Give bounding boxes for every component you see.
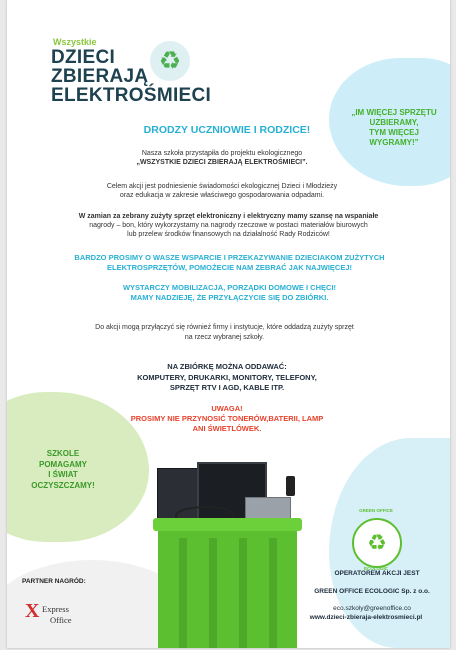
logo-line-1: DZIECI	[51, 47, 116, 68]
logo-line-2: ZBIERAJĄ	[51, 66, 149, 87]
recycle-icon: ♻	[150, 41, 190, 81]
reward-paragraph: W zamian za zebrany zużyty sprzęt elektroniczny i elektryczny mamy szansę na wspaniałe nagrody – bon, który wykorzystamy na nagrody rzeczowe w postaci materiałów biurowych lub przelew środków finansowych na działalność Rady Rodziców!	[78, 213, 379, 238]
operator-website: www.dzieci-zbieraja-elektrosmieci.pl	[309, 614, 423, 621]
express-x-icon: X	[25, 600, 40, 622]
goal-paragraph: Celem akcji jest podniesienie świadomości ekologicznej Dzieci i Młodzieży oraz edukacja w zakresie właściwego gospodarowania odpadami.	[106, 183, 338, 199]
operator-company: GREEN OFFICE ECOLOGIC Sp. z o.o.	[314, 588, 430, 595]
express-office-logo: X Express Office	[25, 600, 72, 625]
operator-label: OPERATOREM AKCJI JEST	[334, 570, 420, 577]
partner-label: PARTNER NAGRÓD:	[22, 578, 86, 585]
phone-image	[286, 476, 295, 496]
bin-stripe	[239, 538, 247, 648]
logo-line-3: ELEKTROŚMIECI	[51, 85, 212, 106]
logo-prefix: Wszystkie	[53, 37, 97, 47]
poster-page	[7, 0, 450, 648]
accepted-items: NA ZBIÓRKĘ MOŻNA ODDAWAĆ: KOMPUTERY, DRUKARKI, MONITORY, TELEFONY, SPRZĘT RTV I AGD, KABLE ITP.	[137, 362, 317, 392]
slogan-bubble-top-right: „IM WIĘCEJ SPRZĘTU UZBIERAMY, TYM WIĘCEJ WYGRAMY!”	[351, 108, 437, 147]
bin-stripe	[179, 538, 187, 648]
warning-notice: UWAGA! PROSIMY NIE PRZYNOSIĆ TONERÓW,BATERII, LAMP ANI ŚWIETLÓWEK.	[130, 404, 324, 433]
slogan-bubble-bottom-left: SZKOLE POMAGAMY I ŚWIAT OCZYSZCZAMY!	[31, 449, 95, 490]
green-office-badge-bottom: ECOLOGIC	[363, 566, 388, 571]
recycling-bin-rim	[153, 518, 302, 531]
recycle-badge-icon: ♻	[352, 518, 402, 568]
companies-paragraph: Do akcji mogą przyłączyć się również firmy i instytucje, które oddadzą zużyty sprzęt na rzecz wybranej szkoły.	[95, 324, 354, 341]
mobilization-text: WYSTARCZY MOBILIZACJA, PORZĄDKI DOMOWE I CHĘCI! MAMY NADZIEJĘ, ŻE PRZYŁĄCZYCIE SIĘ DO ZBIÓRKI.	[122, 283, 337, 302]
bin-stripe	[209, 538, 217, 648]
green-office-badge-top: GREEN OFFICE	[359, 508, 393, 513]
operator-email: eco.szkoly@greenoffice.co	[333, 605, 411, 612]
support-request: BARDZO PROSIMY O WASZE WSPARCIE I PRZEKAZYWANIE DZIECIAKOM ZUŻYTYCH ELEKTROSPRZĘTÓW, POMOŻECIE NAM ZEBRAĆ JAK NAJWIĘCEJ!	[74, 253, 385, 272]
main-heading: DRODZY UCZNIOWIE I RODZICE!	[143, 124, 311, 136]
bin-stripe	[269, 538, 277, 648]
intro-paragraph: Nasza szkoła przystąpiła do projektu ekologicznego „WSZYSTKIE DZIECI ZBIERAJĄ ELEKTROŚMIECI”.	[136, 150, 308, 166]
